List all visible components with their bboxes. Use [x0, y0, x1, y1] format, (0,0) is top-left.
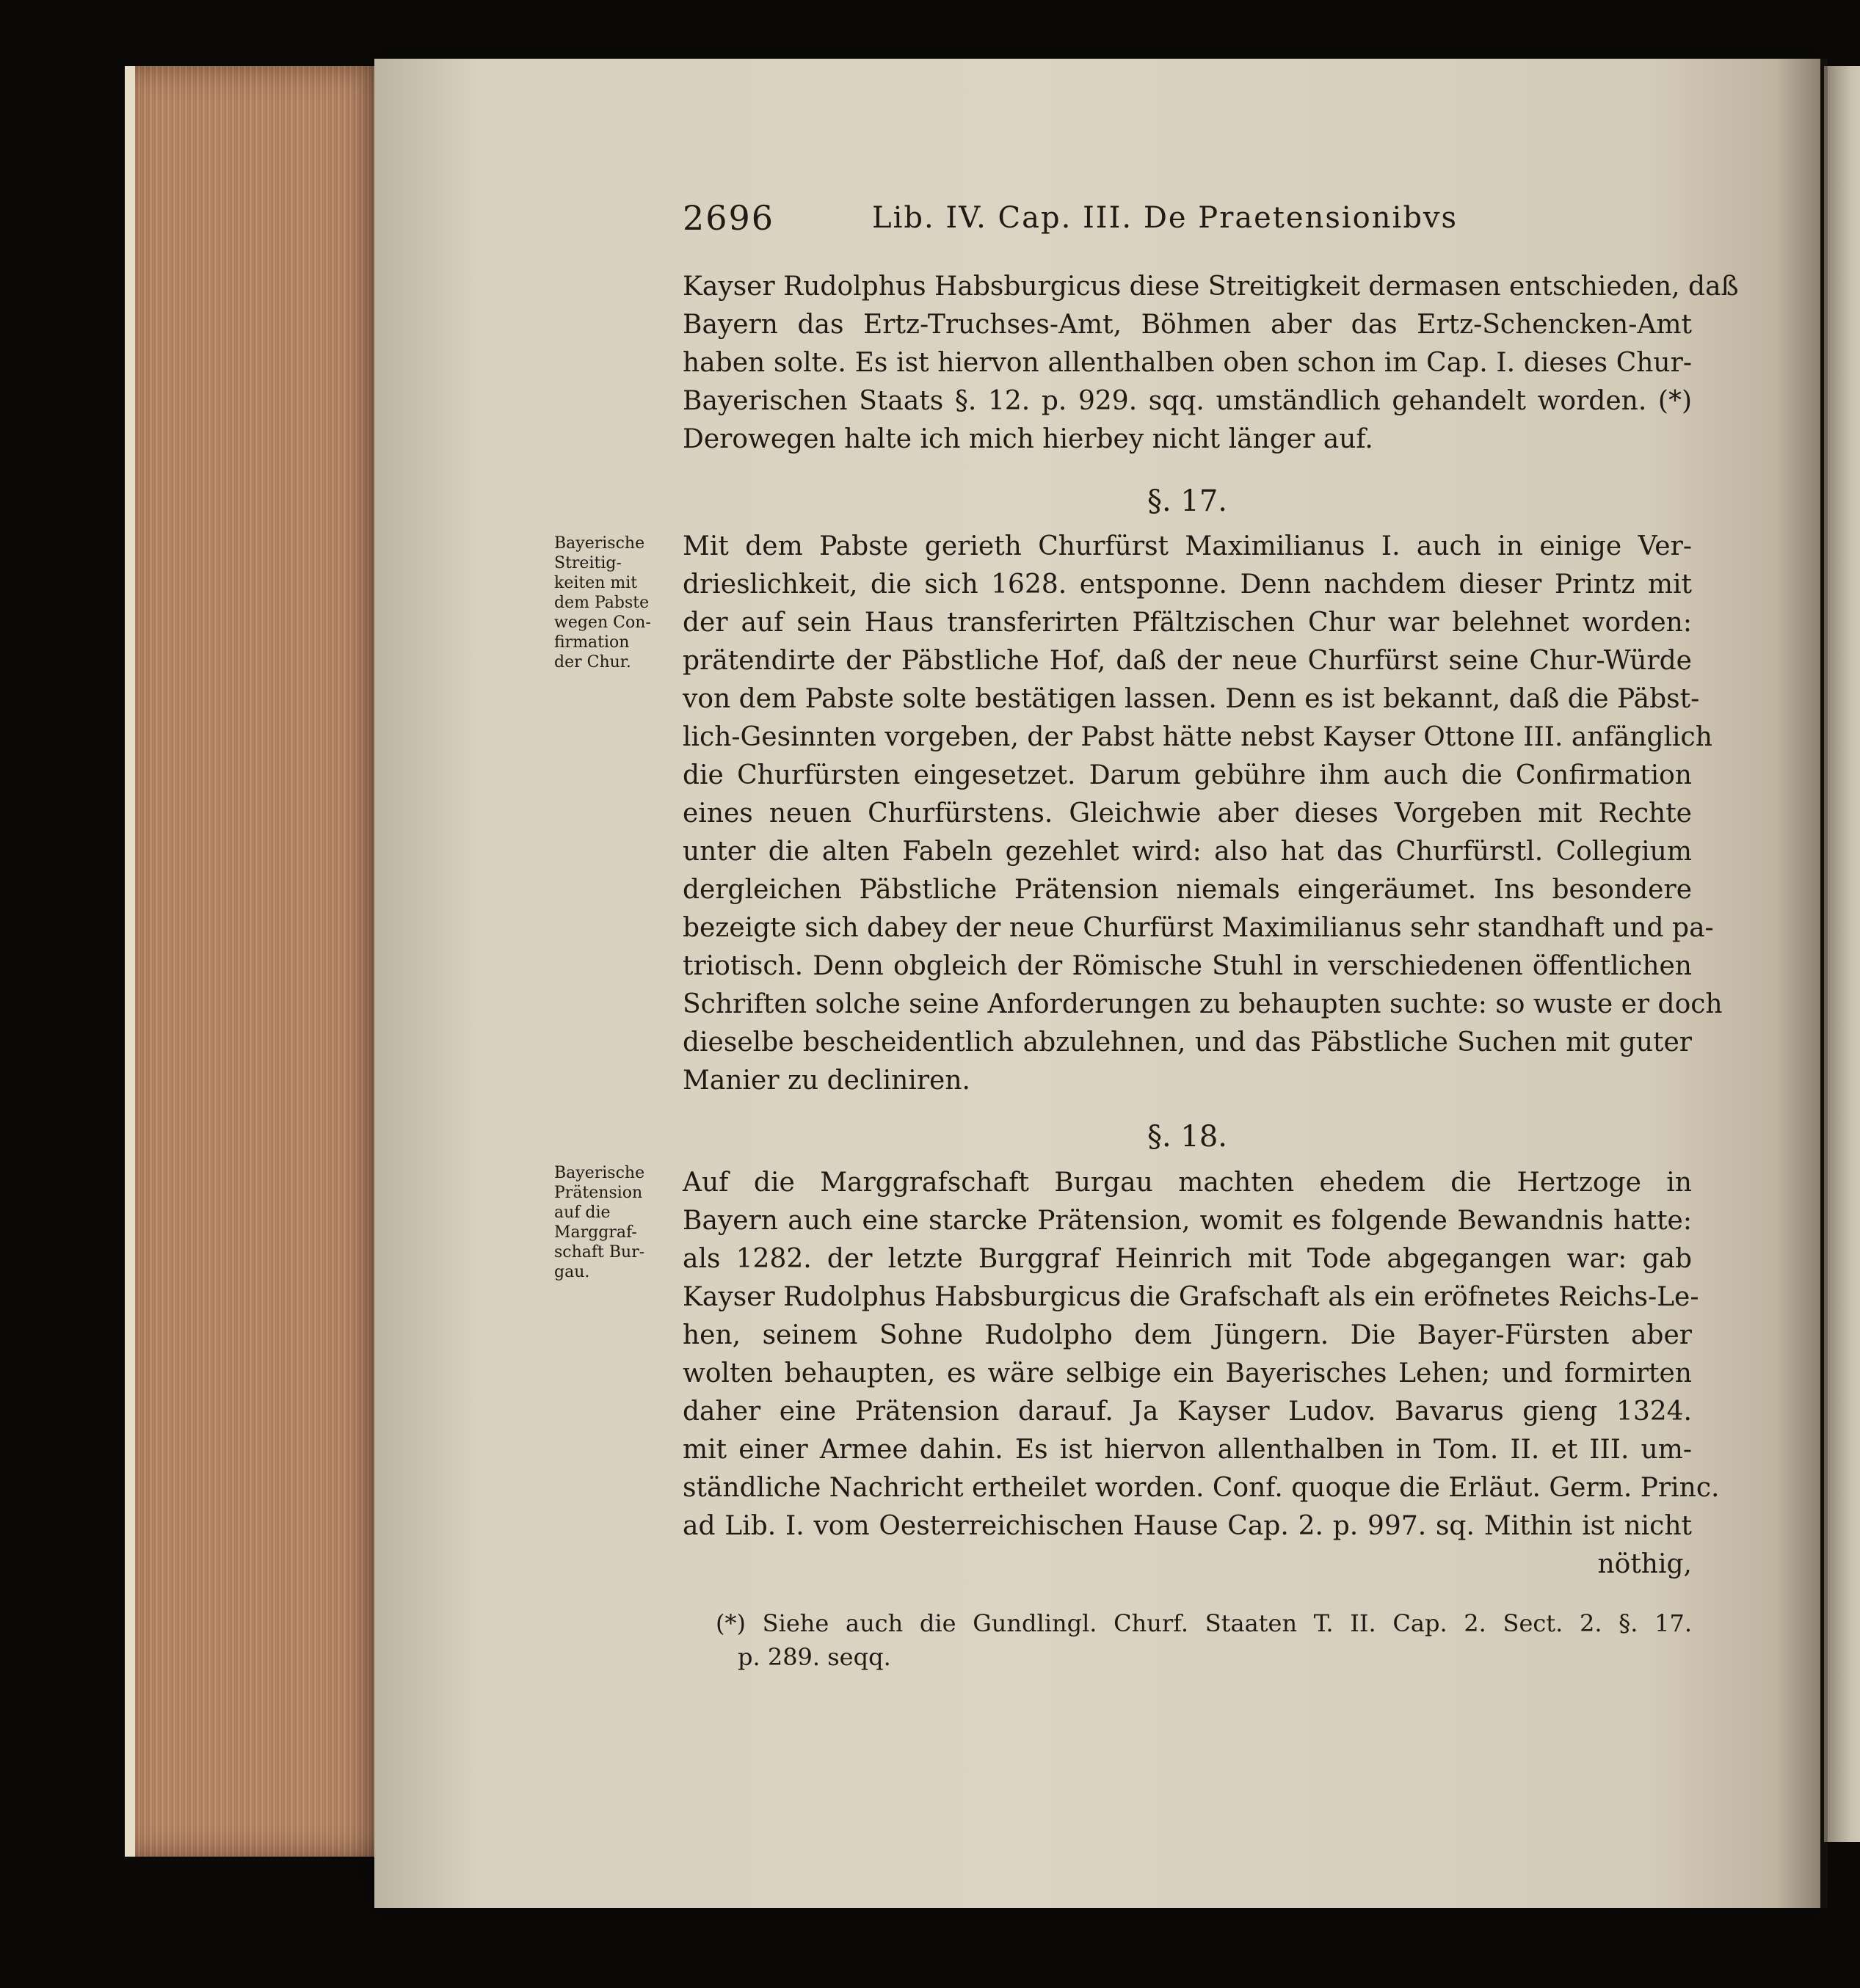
margin-note-line: dem Pabste	[554, 594, 650, 612]
margin-note-line: Prätension	[554, 1184, 643, 1202]
running-head	[683, 198, 1692, 242]
margin-note-line: der Chur.	[554, 653, 631, 671]
margin-note-line: schaft Bur-	[554, 1243, 645, 1261]
text-line: dieselbe bescheidentlich abzulehnen, und das Päbstliche Suchen mit guter	[683, 1027, 1692, 1057]
text-line: hen, seinem Sohne Rudolpho dem Jüngern. Die Bayer-Fürsten aber	[683, 1320, 1692, 1350]
text-line: bezeigte sich dabey der neue Churfürst Maximilianus sehr standhaft und pa-	[683, 913, 1714, 943]
margin-note-line: auf die	[554, 1204, 611, 1222]
footnote-line: (*) Siehe auch die Gundlingl. Churf. Staaten T. II. Cap. 2. Sect. 2. §. 17.	[716, 1609, 1692, 1637]
text-line: dergleichen Päbstliche Prätension niemals eingeräumet. Ins besondere	[683, 875, 1692, 905]
section-heading: §. 18.	[1147, 1120, 1228, 1154]
text-line: Bayerischen Staats §. 12. p. 929. sqq. umständlich gehandelt worden. (*)	[683, 386, 1692, 416]
page-number: 2696	[683, 198, 775, 238]
text-line: die Churfürsten eingesetzet. Darum gebühre ihm auch die Confirmation	[683, 760, 1692, 790]
margin-note-line: firmation	[554, 633, 630, 652]
text-line: triotisch. Denn obgleich der Römische Stuhl in verschiedenen öffentlichen	[683, 951, 1692, 981]
margin-note-section-18	[554, 1163, 675, 1282]
text-line: eines neuen Churfürstens. Gleichwie aber dieses Vorgeben mit Rechte	[683, 798, 1692, 829]
text-line: ständliche Nachricht ertheilet worden. Conf. quoque die Erläut. Germ. Princ.	[683, 1473, 1720, 1503]
text-line: haben solte. Es ist hiervon allenthalben oben schon im Cap. I. dieses Chur-	[683, 348, 1692, 378]
text-line: wolten behaupten, es wäre selbige ein Bayerisches Lehen; und formirten	[683, 1358, 1692, 1388]
margin-note-line: Bayerische	[554, 534, 645, 553]
text-line: der auf sein Haus transferirten Pfältzischen Chur war belehnet worden:	[683, 608, 1692, 638]
margin-note-section-17	[554, 534, 675, 672]
text-line: Schriften solche seine Anforderungen zu behaupten suchte: so wuste er doch	[683, 989, 1723, 1019]
text-line: Bayern auch eine starcke Prätension, womit es folgende Bewandnis hatte:	[683, 1206, 1692, 1236]
text-line: Bayern das Ertz-Truchses-Amt, Böhmen aber das Ertz-Schencken-Amt	[683, 310, 1692, 340]
text-line: Manier zu decliniren.	[683, 1066, 970, 1096]
footnote-line: p. 289. seqq.	[738, 1643, 891, 1671]
text-line: mit einer Armee dahin. Es ist hiervon allenthalben in Tom. II. et III. um-	[683, 1435, 1692, 1465]
margin-note-line: Marggraf-	[554, 1223, 637, 1242]
book-fore-edge	[125, 66, 399, 1857]
text-line: Mit dem Pabste gerieth Churfürst Maximilianus I. auch in einige Ver-	[683, 531, 1692, 561]
running-title: Lib. IV. Cap. III. De Praetensionibvs	[872, 201, 1458, 235]
facing-page-edge	[1824, 66, 1860, 1842]
section-heading: §. 17.	[1147, 484, 1228, 518]
text-line: Auf die Marggrafschaft Burgau machten ehedem die Hertzoge in	[683, 1168, 1692, 1198]
text-line: daher eine Prätension darauf. Ja Kayser Ludov. Bavarus gieng 1324.	[683, 1397, 1692, 1427]
margin-note-line: Bayerische	[554, 1164, 645, 1182]
gutter-shadow	[1776, 59, 1828, 1908]
text-line: Derowegen halte ich mich hierbey nicht länger auf.	[683, 424, 1373, 454]
catchword: nöthig,	[1597, 1549, 1692, 1579]
margin-note-line: keiten mit	[554, 574, 638, 592]
margin-note-line: gau.	[554, 1263, 590, 1281]
margin-note-line: Streitig-	[554, 554, 622, 572]
text-line: von dem Pabste solte bestätigen lassen. Denn es ist bekannt, daß die Päbst-	[683, 684, 1700, 714]
text-line: als 1282. der letzte Burggraf Heinrich mit Tode abgegangen war: gab	[683, 1244, 1692, 1274]
text-line: drieslichkeit, die sich 1628. entsponne. Denn nachdem dieser Printz mit	[683, 569, 1692, 600]
text-line: Kayser Rudolphus Habsburgicus diese Streitigkeit dermasen entschieden, daß	[683, 272, 1739, 302]
text-line: prätendirte der Päbstliche Hof, daß der neue Churfürst seine Chur-Würde	[683, 646, 1692, 676]
text-line: ad Lib. I. vom Oesterreichischen Hause Cap. 2. p. 997. sq. Mithin ist nicht	[683, 1511, 1692, 1541]
text-line: lich-Gesinnten vorgeben, der Pabst hätte nebst Kayser Ottone III. anfänglich	[683, 722, 1712, 752]
text-line: Kayser Rudolphus Habsburgicus die Grafschaft als ein eröfnetes Reichs-Le-	[683, 1282, 1699, 1312]
text-line: unter die alten Fabeln gezehlet wird: also hat das Churfürstl. Collegium	[683, 837, 1692, 867]
margin-note-line: wegen Con-	[554, 613, 651, 632]
